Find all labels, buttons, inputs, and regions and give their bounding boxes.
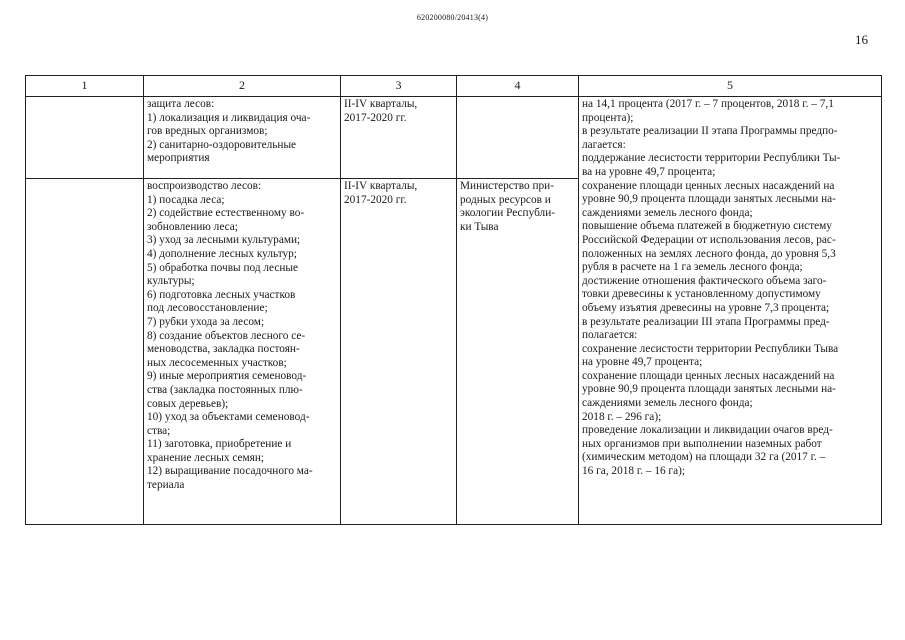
text-line: уровне 90,9 процента площади занятых лесными на- — [582, 383, 836, 396]
text-line: уровне 90,9 процента площади занятых лесными на- — [582, 193, 836, 206]
text-line: 1) локализация и ликвидация оча- — [147, 111, 311, 124]
row1-period-cell — [341, 97, 457, 179]
text-line: 5) обработка почвы под лесные — [147, 261, 299, 274]
text-line: 2018 г. – 296 га); — [582, 410, 662, 423]
text-line: Министерство при- — [460, 180, 554, 192]
text-line: 11) заготовка, приобретение и — [147, 438, 292, 451]
text-line: II-IV кварталы, — [344, 180, 418, 192]
text-line: экологии Республи- — [460, 207, 555, 220]
column-header-1: 1 — [26, 76, 144, 97]
text-line: лагается: — [582, 138, 626, 151]
text-line: саждениями земель лесного фонда; — [582, 206, 753, 219]
text-line: Российской Федерации от использования лесов, рас- — [582, 233, 836, 246]
text-line: воспроизводство лесов: — [147, 180, 262, 192]
text-line: ства; — [147, 424, 171, 437]
text-line: 10) уход за объектами семеновод- — [147, 411, 310, 424]
text-line: 3) уход за лесными культурами; — [147, 234, 301, 247]
text-line: ных организмов при выполнении наземных работ — [582, 437, 822, 450]
text-line: рубля в расчете на 1 га земель лесного фонда; — [582, 261, 803, 274]
text-line: 4) дополнение лесных культур; — [147, 247, 297, 260]
text-line: гов вредных организмов; — [147, 125, 268, 138]
row1-executor-cell — [457, 97, 579, 179]
text-line: на уровне 49,7 процента; — [582, 356, 703, 369]
text-line: саждениями земель лесного фонда; — [582, 397, 753, 410]
row1-activity-cell — [144, 97, 341, 179]
text-line: 2017-2020 гг. — [344, 193, 407, 206]
text-line: на 14,1 процента (2017 г. – 7 процентов, 2018 г. – 7,1 — [582, 98, 834, 110]
text-line: объему изъятия древесины на уровне 7,3 процента; — [582, 301, 830, 314]
text-line: ва на уровне 49,7 процента; — [582, 165, 716, 178]
page-number: 16 — [855, 32, 868, 47]
text-line: (химическим методом) на площади 32 га (2017 г. – — [582, 451, 826, 464]
text-line: положенных на землях лесного фонда, до уровня 5,3 — [582, 247, 836, 260]
column-header-5: 5 — [579, 76, 882, 97]
column-header-2: 2 — [144, 76, 341, 97]
column-header-3: 3 — [341, 76, 457, 97]
text-line: ки Тыва — [460, 220, 499, 233]
text-line: культуры; — [147, 275, 195, 288]
text-line: 2) санитарно-оздоровительные — [147, 138, 297, 151]
table-header-row — [26, 76, 882, 97]
text-line: в результате реализации II этапа Программы предпо- — [582, 125, 838, 138]
text-line: 16 га, 2018 г. – 16 га); — [582, 465, 685, 478]
expected-results-cell — [579, 97, 882, 525]
text-line: 2017-2020 гг. — [344, 111, 407, 124]
text-line: товки древесины к установленному допустимому — [582, 288, 821, 301]
text-line: поддержание лесистости территории Республики Ты- — [582, 152, 841, 165]
text-line: II-IV кварталы, — [344, 98, 418, 110]
text-line: 6) подготовка лесных участков — [147, 288, 296, 301]
text-line: зобновлению леса; — [147, 220, 238, 233]
text-line: проведение локализации и ликвидации очагов вред- — [582, 424, 833, 437]
text-line: хранение лесных семян; — [147, 451, 265, 464]
row2-activity-cell — [144, 179, 341, 525]
document-id: 620200080/20413(4) — [416, 13, 489, 22]
text-line: 7) рубки ухода за лесом; — [147, 315, 265, 328]
text-line: 8) создание объектов лесного се- — [147, 329, 306, 342]
row2-period-cell — [341, 179, 457, 525]
text-line: повышение объема платежей в бюджетную систему — [582, 220, 832, 233]
row2-col1-cell — [26, 179, 144, 525]
text-line: совых деревьев); — [147, 397, 229, 410]
text-line: сохранение лесистости территории Республики Тыва — [582, 342, 839, 355]
text-line: защита лесов: — [147, 98, 215, 110]
text-line: сохранение площади ценных лесных насаждений на — [582, 179, 835, 192]
text-line: родных ресурсов и — [460, 193, 551, 206]
text-line: достижение отношения фактического объема заго- — [582, 274, 827, 287]
text-line: меноводства, закладка постоян- — [147, 343, 300, 356]
text-line: 12) выращивание посадочного ма- — [147, 465, 313, 478]
column-header-4: 4 — [457, 76, 579, 97]
table-row-forest-protection — [26, 97, 882, 179]
text-line: в результате реализации III этапа Программы пред- — [582, 315, 830, 328]
row2-executor-cell — [457, 179, 579, 525]
text-line: полагается: — [582, 329, 638, 342]
text-line: 1) посадка леса; — [147, 193, 225, 206]
text-line: процента); — [582, 111, 634, 124]
text-line: под лесовосстановление; — [147, 302, 268, 315]
text-line: териала — [147, 479, 185, 492]
row1-col1-cell — [26, 97, 144, 179]
text-line: ства (закладка постоянных плю- — [147, 383, 303, 396]
text-line: 2) содействие естественному во- — [147, 207, 305, 220]
program-table — [25, 75, 882, 525]
text-line: 9) иные мероприятия семеновод- — [147, 370, 307, 383]
text-line: сохранение площади ценных лесных насаждений на — [582, 369, 835, 382]
text-line: мероприятия — [147, 152, 210, 165]
text-line: ных лесосеменных участков; — [147, 356, 287, 369]
